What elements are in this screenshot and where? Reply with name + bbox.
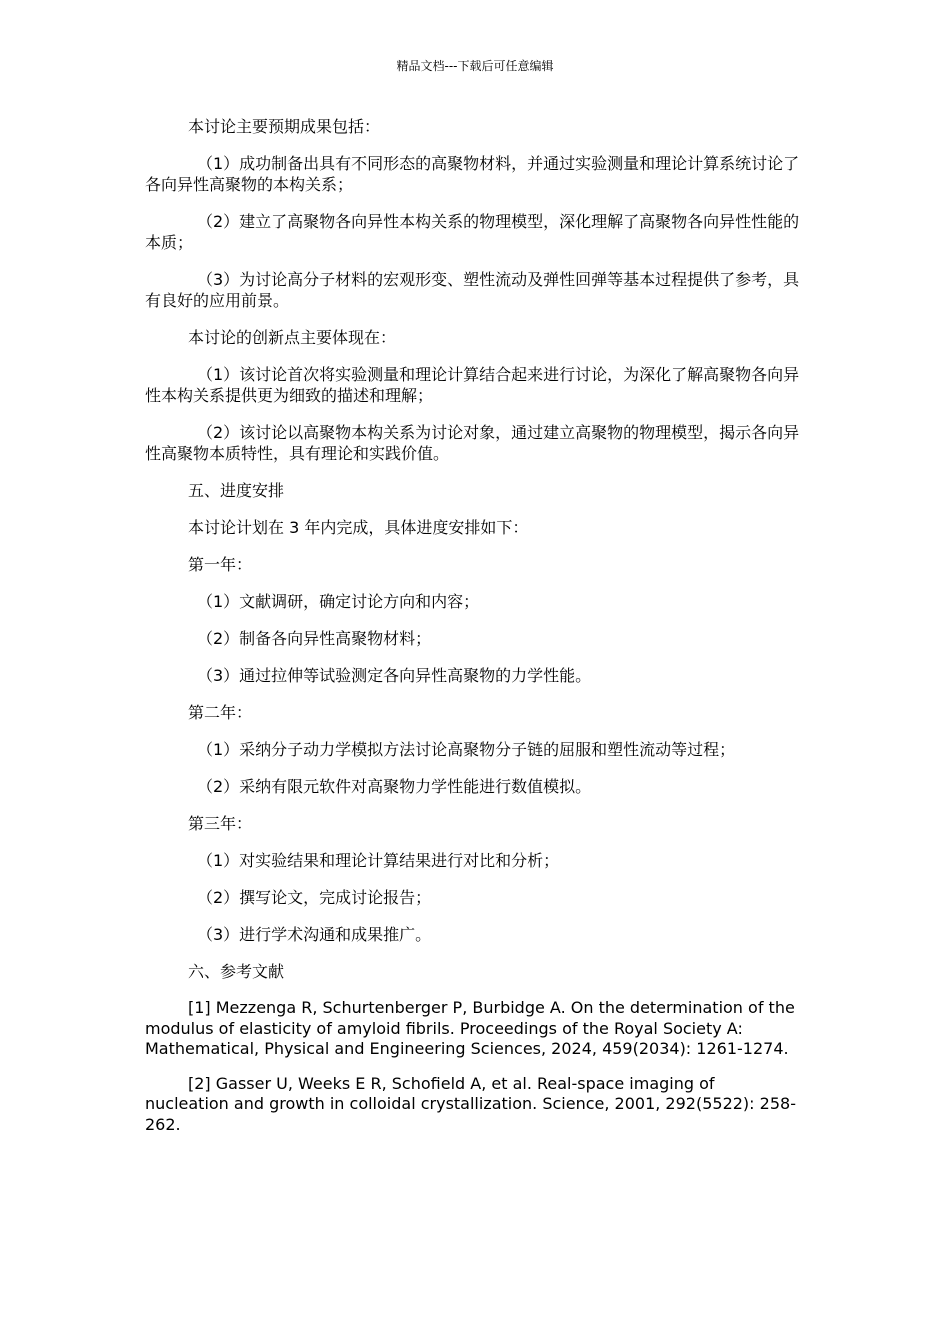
schedule-intro: 本讨论计划在 3 年内完成，具体进度安排如下： xyxy=(188,518,529,537)
innovation-intro: 本讨论的创新点主要体现在： xyxy=(188,328,397,347)
year2-label: 第二年： xyxy=(188,703,253,722)
outcome-item-3: （3）为讨论高分子材料的宏观形变、塑性流动及弹性回弹等基本过程提供了参考，具有良好的应用前景。 xyxy=(145,270,800,310)
outcomes-intro: 本讨论主要预期成果包括： xyxy=(188,117,381,136)
year3-item-1: （1）对实验结果和理论计算结果进行对比和分析； xyxy=(197,851,560,870)
outcome-item-1: （1）成功制备出具有不同形态的高聚物材料，并通过实验测量和理论计算系统讨论了各向异性高聚物的本构关系； xyxy=(145,154,800,194)
year1-item-3: （3）通过拉伸等试验测定各向异性高聚物的力学性能。 xyxy=(197,666,592,685)
year3-item-3: （3）进行学术沟通和成果推广。 xyxy=(197,925,432,944)
year1-label: 第一年： xyxy=(188,555,253,574)
year3-item-2: （2）撰写论文，完成讨论报告； xyxy=(197,888,432,907)
innovation-item-1: （1）该讨论首次将实验测量和理论计算结合起来进行讨论，为深化了解高聚物各向异性本构关系提供更为细致的描述和理解； xyxy=(145,365,800,405)
year2-item-2: （2）采纳有限元软件对高聚物力学性能进行数值模拟。 xyxy=(197,777,592,796)
year2-item-1: （1）采纳分子动力学模拟方法讨论高聚物分子链的屈服和塑性流动等过程； xyxy=(197,740,736,759)
document-body xyxy=(145,116,801,1149)
reference-item-2: [2] Gasser U, Weeks E R, Schofield A, et al. Real-space imaging of nucleation and growth in colloidal crystallization. Science, 2001, 292(5522): 258-262. xyxy=(145,1073,796,1134)
innovation-item-2: （2）该讨论以高聚物本构关系为讨论对象，通过建立高聚物的物理模型，揭示各向异性高聚物本质特性，具有理论和实践价值。 xyxy=(145,423,800,463)
schedule-heading: 五、进度安排 xyxy=(188,481,285,500)
page-header: 精品文档---下载后可任意编辑 xyxy=(396,59,554,73)
reference-item-1: [1] Mezzenga R, Schurtenberger P, Burbidge A. On the determination of the modulus of elasticity of amyloid fibrils. Proceedings of the Royal Society A: Mathematical, Physical and Engineering Sciences, 2024, 459(2034): 1261-1274. xyxy=(145,998,795,1058)
year3-label: 第三年： xyxy=(188,814,253,833)
references-heading: 六、参考文献 xyxy=(188,962,285,981)
year1-item-2: （2）制备各向异性高聚物材料； xyxy=(197,629,432,648)
outcome-item-2: （2）建立了高聚物各向异性本构关系的物理模型，深化理解了高聚物各向异性性能的本质； xyxy=(145,212,800,252)
year1-item-1: （1）文献调研，确定讨论方向和内容； xyxy=(197,592,480,611)
